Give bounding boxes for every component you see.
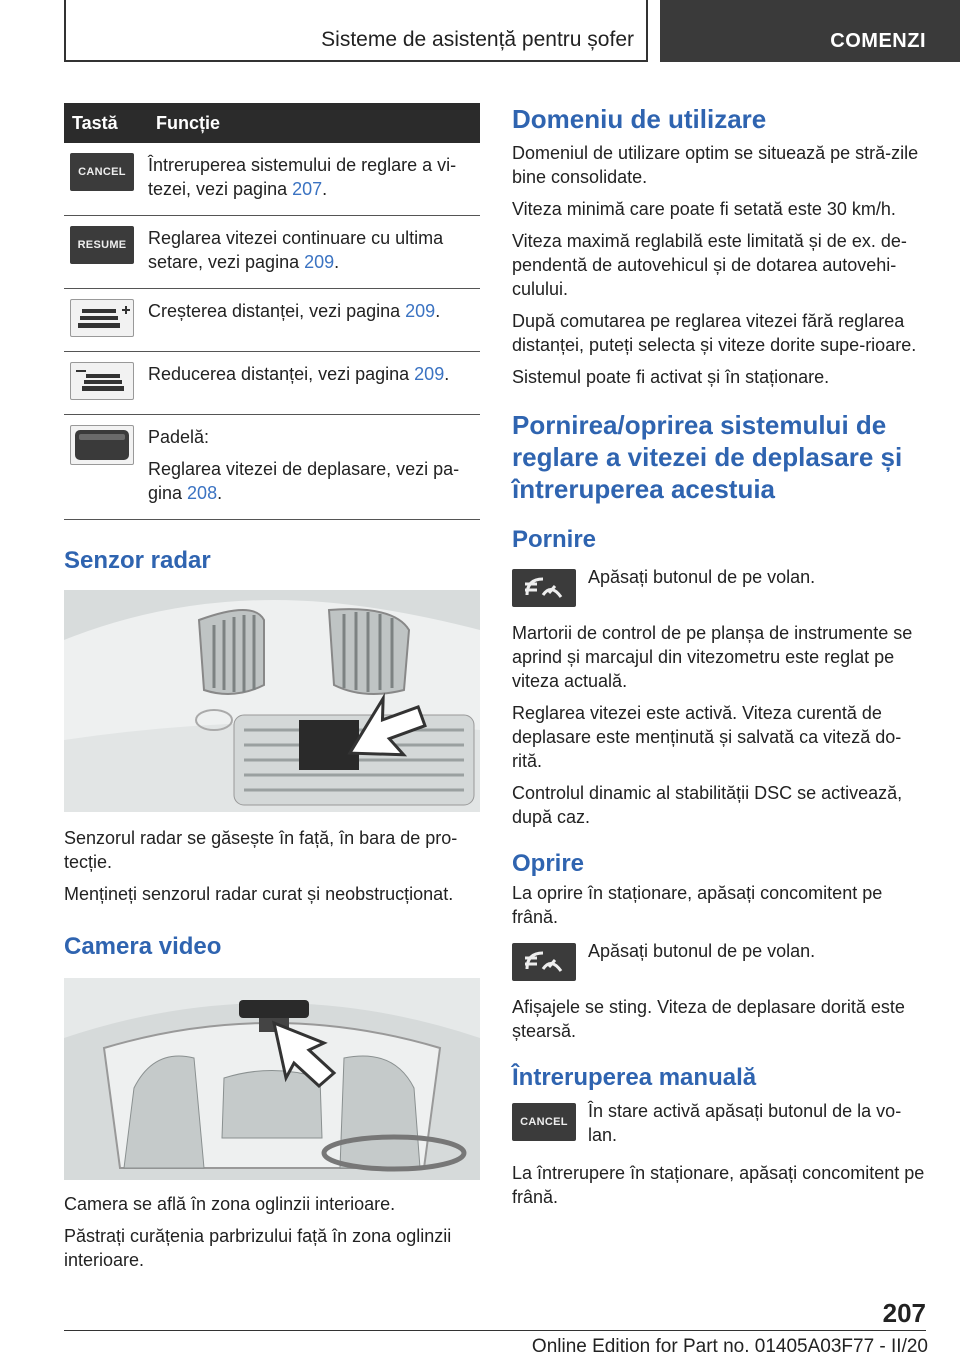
distance-increase-icon <box>70 299 134 337</box>
start-key-text: Apăsați butonul de pe volan. <box>588 567 816 587</box>
radar-text-1: Senzorul radar se găsește în față, în bara de pro-tecție. <box>64 828 458 872</box>
page-number: 207 <box>882 1298 926 1328</box>
page-header <box>0 0 960 66</box>
start-text-1: Martorii de control de pe planșa de instrumente se aprind și marcajul din vitezometru este reglat pe viteza actuală. <box>512 623 913 691</box>
manual-key-instruction <box>512 1099 928 1147</box>
row-text: Întreruperea sistemului de reglare a vi-tezei, vezi pagina <box>148 155 457 199</box>
manual-text-1: La întrerupere în staționare, apăsați concomitent pe frână. <box>512 1163 925 1207</box>
table-row: RESUME Reglarea vitezei continuare cu ultima setare, vezi pagina 209. <box>64 216 480 289</box>
start-text-3: Controlul dinamic al stabilității DSC se activează, după caz. <box>512 783 903 827</box>
edition-note: Online Edition for Part no. 01405A03F77 - II/20 <box>531 1336 928 1357</box>
manual-heading: Întreruperea manuală <box>512 1064 757 1091</box>
table-header-row <box>64 103 480 143</box>
section-header <box>64 0 648 62</box>
page-link[interactable]: 208 <box>187 483 218 503</box>
cancel-key-icon: CANCEL <box>512 1103 576 1141</box>
manual-key-text: În stare activă apăsați butonul de la vo-lan. <box>588 1101 902 1145</box>
stop-key-instruction <box>512 939 928 981</box>
usage-text-4: După comutarea pe reglarea vitezei fără reglarea distanței, puteți selecta și viteze dorite supe-rioare. <box>512 311 917 355</box>
start-key-instruction <box>512 565 928 607</box>
camera-heading: Camera video <box>64 933 222 960</box>
resume-key-icon: RESUME <box>70 226 134 264</box>
page-link[interactable]: 209 <box>405 301 436 321</box>
cruise-control-key-icon <box>512 569 576 607</box>
footer-divider <box>64 1330 926 1331</box>
row-text: Reglarea vitezei continuare cu ultima setare, vezi pagina <box>148 228 444 272</box>
section-title: Sisteme de asistență pentru șofer <box>321 28 634 51</box>
right-column <box>512 103 928 1217</box>
table-row: Padelă: Reglarea vitezei de deplasare, vezi pa-gina 208. <box>64 415 480 520</box>
stop-text-1: La oprire în staționare, apăsați concomitent pe frână. <box>512 883 883 927</box>
usage-text-3: Viteza maximă reglabilă este limitată și de ex. de-pendentă de autovehicul și de dotarea autovehi-culului. <box>512 231 907 299</box>
left-column <box>64 103 480 1280</box>
radar-text-2: Mențineți senzorul radar curat și neobstrucționat. <box>64 884 454 904</box>
col-function-header: Funcție <box>148 103 480 143</box>
paddle-icon <box>70 425 134 465</box>
stop-text-2: Afișajele se sting. Viteza de deplasare dorită este ștearsă. <box>512 997 905 1041</box>
chapter-tab <box>660 0 960 62</box>
cruise-control-key-icon <box>512 943 576 981</box>
switching-heading: Pornirea/oprirea sistemului de reglare a vitezei de deplasare și întreruperea acestuia <box>512 410 903 504</box>
page-link[interactable]: 209 <box>414 364 445 384</box>
usage-heading: Domeniu de utilizare <box>512 104 767 134</box>
usage-text-2: Viteza minimă care poate fi setată este 30 km/h. <box>512 199 896 219</box>
row-text: Reglarea vitezei de deplasare, vezi pa-gina <box>148 459 460 503</box>
stop-heading: Oprire <box>512 850 585 877</box>
col-key-header: Tastă <box>64 103 148 143</box>
key-function-table <box>64 103 480 520</box>
stop-key-text: Apăsați butonul de pe volan. <box>588 941 816 961</box>
table-row: CANCEL Întreruperea sistemului de reglare a vi-tezei, vezi pagina 207. <box>64 143 480 216</box>
row-text: Creșterea distanței, vezi pagina <box>148 301 406 321</box>
usage-text-1: Domeniul de utilizare optim se situează pe stră-zile bine consolidate. <box>512 143 919 187</box>
distance-decrease-icon <box>70 362 134 400</box>
row-text: Reducerea distanței, vezi pagina <box>148 364 415 384</box>
camera-photo <box>64 978 480 1180</box>
table-row: Reducerea distanței, vezi pagina 209. <box>64 352 480 415</box>
page-link[interactable]: 209 <box>304 252 335 272</box>
cancel-key-icon: CANCEL <box>70 153 134 191</box>
start-text-2: Reglarea vitezei este activă. Viteza curentă de deplasare este menținută și salvată ca viteză do-rită. <box>512 703 902 771</box>
camera-text-1: Camera se află în zona oglinzii interioare. <box>64 1194 396 1214</box>
chapter-title: COMENZI <box>830 30 926 52</box>
page-link[interactable]: 207 <box>292 179 323 199</box>
start-heading: Pornire <box>512 526 597 553</box>
radar-heading: Senzor radar <box>64 547 211 574</box>
row-label: Padelă: <box>148 427 210 447</box>
usage-text-5: Sistemul poate fi activat și în staționare. <box>512 367 830 387</box>
camera-text-2: Păstrați curățenia parbrizului față în zona oglinzii interioare. <box>64 1226 452 1270</box>
radar-sensor-photo <box>64 590 480 812</box>
table-row: Creșterea distanței, vezi pagina 209. <box>64 289 480 352</box>
